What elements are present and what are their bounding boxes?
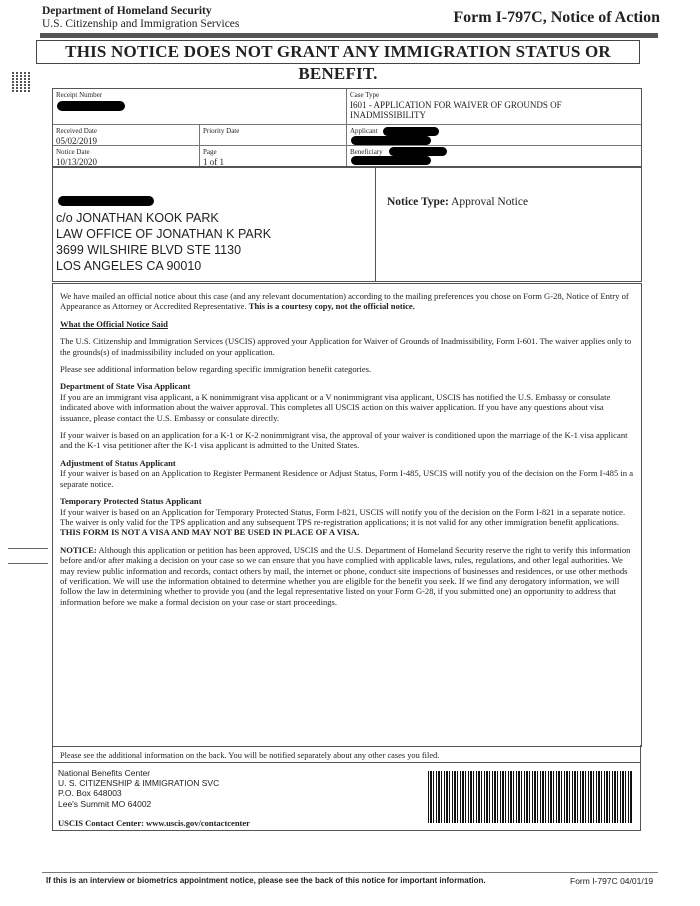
case-info-grid xyxy=(52,88,642,168)
redaction-receipt xyxy=(57,101,125,111)
qr-code-icon xyxy=(12,72,32,92)
page-cell xyxy=(200,146,347,167)
notice-body xyxy=(60,291,636,614)
agency-name xyxy=(42,5,239,31)
back-info-note: Please see the additional information on the back. You will be notified separately about any other cases you filed. xyxy=(60,751,440,760)
footer-left-rule xyxy=(52,745,53,831)
footer-right-rule xyxy=(640,745,641,831)
sender-address xyxy=(58,768,219,809)
notice-paragraph: Although this application or petition has been approved, USCIS and the U.S. Department of Homeland Security reserve the right to verify this information before and/or after making a decision on your case so we can ensure that you have complied with applicable laws, rules, regulations, and other legal authorities. We may review public information and records, contact others by mail, the internet or phone, conduct site inspections of businesses and residences, or use other methods of verification. We will use the information obtained to determine whether you are eligible for the benefit you seek. If we find any derogatory information, we will follow the law in determining whether to provide you (and the legal representative listed on your Form G-28, if you submitted one) an opportunity to address that information before we make a formal decision on your case or start proceedings. xyxy=(60,544,631,607)
footer-rule xyxy=(52,762,640,763)
tps-heading: Temporary Protected Status Applicant xyxy=(60,496,202,507)
page-value: 1 of 1 xyxy=(203,157,224,167)
sender-line4: Lee's Summit MO 64002 xyxy=(58,798,152,809)
dos-heading: Department of State Visa Applicant xyxy=(60,381,191,392)
agency-line1: Department of Homeland Security xyxy=(42,5,212,17)
dos-paragraph-1: If you are an immigrant visa applicant, a K nonimmigrant visa applicant or a V nonimmigrant visa applicant, USCIS has notified the U.S. Embassy or consulate indicated above with information about the waiver approval. This completes all USCIS action on this waiver application. If you have any questions about visa issuance, please contact the U.S. Embassy or consulate directly. xyxy=(60,391,611,423)
notice-date-cell xyxy=(53,146,200,167)
beneficiary-label: Beneficiary xyxy=(350,148,383,156)
margin-mark-1 xyxy=(8,548,48,549)
official-notice-heading: What the Official Notice Said xyxy=(60,318,168,329)
not-visa-statement: THIS FORM IS NOT A VISA AND MAY NOT BE USED IN PLACE OF A VISA. xyxy=(60,527,360,538)
sender-line1: National Benefits Center xyxy=(58,768,151,778)
tps-paragraph: If your waiver is based on an Application for Temporary Protected Status, Form I-821, USCIS will notify you of the decision on the Form I-821 in a separate notice. The waiver is only valid for the TPS application and any subsequent TPS re-registration applications; it is not valid for any other immigration benefit applications. xyxy=(60,506,626,527)
aos-heading: Adjustment of Status Applicant xyxy=(60,457,176,468)
footer-bottom-rule xyxy=(52,830,640,831)
receipt-number-cell xyxy=(53,89,347,125)
address-divider xyxy=(375,166,376,281)
address-line4: LOS ANGELES CA 90010 xyxy=(56,259,202,273)
redaction-beneficiary-1 xyxy=(389,147,447,156)
applicant-cell xyxy=(347,125,641,146)
redaction-beneficiary-2 xyxy=(351,156,431,165)
received-date-cell xyxy=(53,125,200,146)
agency-line2: U.S. Citizenship and Immigration Services xyxy=(42,18,240,30)
received-date-label: Received Date xyxy=(56,127,98,135)
notice-label: NOTICE: xyxy=(60,544,97,555)
barcode-icon xyxy=(428,771,633,823)
address-line1: c/o JONATHAN KOOK PARK xyxy=(56,211,219,225)
address-line2: LAW OFFICE OF JONATHAN K PARK xyxy=(56,227,272,241)
status-banner: THIS NOTICE DOES NOT GRANT ANY IMMIGRATION STATUS OR BENEFIT. xyxy=(36,40,640,64)
notice-date-label: Notice Date xyxy=(56,148,90,156)
redaction-name xyxy=(58,196,154,206)
case-type-value: I601 - APPLICATION FOR WAIVER OF GROUNDS OF INADMISSIBILITY xyxy=(350,100,562,120)
dos-paragraph-2: If your waiver is based on an application for a K-1 or K-2 nonimmigrant visa, the approval of your waiver is conditioned upon the marriage of the K-1 visa applicant and the K-1 visa petitioner after the K-1 visa applicant is admitted to the United States. xyxy=(60,430,628,451)
mailing-address xyxy=(56,210,271,274)
intro-bold-text: This is a courtesy copy, not the official notice. xyxy=(248,301,415,312)
redaction-applicant-2 xyxy=(351,136,431,145)
address-line3: 3699 WILSHIRE BLVD STE 1130 xyxy=(56,243,242,257)
priority-date-cell xyxy=(200,125,347,146)
contact-center: USCIS Contact Center: www.uscis.gov/contactcenter xyxy=(58,818,250,828)
aos-paragraph: If your waiver is based on an Application to Register Permanent Residence or Adjust Status, Form I-485, USCIS will notify you of the decision on the Form I-485 in a separate notice. xyxy=(60,468,634,489)
approval-paragraph: The U.S. Citizenship and Immigration Services (USCIS) approved your Application for Waiver of Grounds of Inadmissibility, Form I-601. The waiver applies only to the grounds(s) of inadmissibility included on your application. xyxy=(60,336,632,357)
header-rule xyxy=(40,33,658,38)
sender-line3: P.O. Box 648003 xyxy=(58,788,122,799)
received-date-value: 05/02/2019 xyxy=(56,136,98,146)
form-title: Form I-797C, Notice of Action xyxy=(453,9,660,26)
sender-line2: U. S. CITIZENSHIP & IMMIGRATION SVC xyxy=(58,778,220,789)
notice-type xyxy=(387,196,528,208)
applicant-label: Applicant xyxy=(350,127,378,135)
notice-date-value: 10/13/2020 xyxy=(56,157,98,167)
additional-info-paragraph: Please see additional information below regarding specific immigration benefit categories. xyxy=(60,364,372,375)
notice-type-value: Approval Notice xyxy=(451,196,529,208)
page-label: Page xyxy=(203,148,217,156)
appointment-note: If this is an interview or biometrics appointment notice, please see the back of this notice for important information. xyxy=(46,876,486,885)
priority-date-label: Priority Date xyxy=(203,127,240,135)
margin-mark-2 xyxy=(8,563,48,564)
notice-type-label: Notice Type: xyxy=(387,196,449,208)
redaction-applicant-1 xyxy=(383,127,439,136)
bottom-rule xyxy=(42,872,658,873)
case-type-cell xyxy=(347,89,641,125)
case-type-label: Case Type xyxy=(350,91,380,99)
form-edition: Form I-797C 04/01/19 xyxy=(570,876,654,886)
intro-text: We have mailed an official notice about this case (and any relevant documentation) according to the mailing preferences you chose on Form G-28, Notice of Entry of Appearance as Attorney or Accredited Representative. xyxy=(60,291,629,312)
beneficiary-cell xyxy=(347,146,641,167)
receipt-number-label: Receipt Number xyxy=(56,91,103,99)
